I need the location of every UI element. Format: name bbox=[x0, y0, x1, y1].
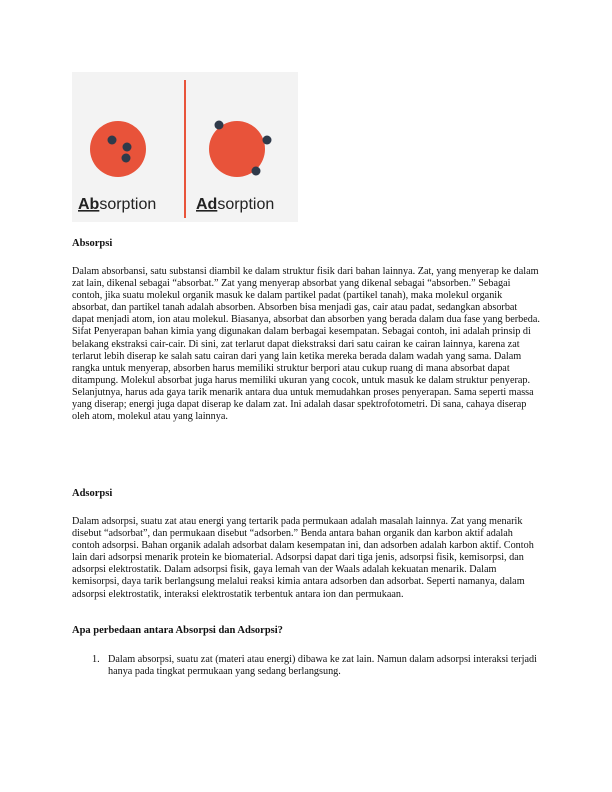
list-number: 1. bbox=[92, 654, 100, 665]
adsorbed-particle-icon bbox=[263, 136, 272, 145]
figure-label-absorption: Absorption bbox=[78, 196, 157, 213]
heading-absorpsi: Absorpsi bbox=[72, 238, 113, 249]
adsorbed-particle-icon bbox=[215, 121, 224, 130]
list-text: Dalam absorpsi, suatu zat (materi atau energi) dibawa ke zat lain. Namun dalam adsorpsi interaksi terjadi hanya pada tingkat permukaan yang sedang berlangsung. bbox=[108, 654, 537, 678]
difference-list bbox=[72, 654, 540, 678]
figure-illustration bbox=[72, 72, 298, 222]
list-item bbox=[72, 654, 540, 678]
absorption-adsorption-figure bbox=[72, 72, 298, 222]
absorbent-sphere-icon bbox=[90, 121, 146, 177]
absorbed-particle-icon bbox=[123, 143, 132, 152]
absorbed-particle-icon bbox=[122, 154, 131, 163]
absorbed-particle-icon bbox=[108, 136, 117, 145]
paragraph-adsorpsi: Dalam adsorpsi, suatu zat atau energi yang tertarik pada permukaan adalah masalah lainnya. Zat yang menarik disebut “adsorbat”, dan permukaan disebut “adsorben.” Benda antara bahan organik dan karbon aktif adalah contoh adsorpsi. Bahan organik adalah adsorbat dalam kesempatan ini, dan adsorben adalah karbon aktif. Contoh lain dari adsorpsi menarik protein ke biomaterial. Adsorpsi dapat dari tiga jenis, adsorpsi fisik, kemisorpsi, dan adsorpsi elektrostatik. Dalam adsorpsi fisik, gaya lemah van der Waals adalah kekuatan menarik. Dalam kemisorpsi, daya tarik berlangsung melalui reaksi kimia antara adsorben dan adsorbat. Seperti namanya, dalam adsorpsi elektrostatik, interaksi elektrostatik terbentuk antara ion dan permukaan. bbox=[72, 516, 534, 600]
figure-label-adsorption: Adsorption bbox=[196, 196, 275, 213]
heading-adsorpsi: Adsorpsi bbox=[72, 488, 113, 499]
heading-question: Apa perbedaan antara Absorpsi dan Adsorpsi? bbox=[72, 625, 283, 636]
adsorbed-particle-icon bbox=[252, 167, 261, 176]
paragraph-absorpsi: Dalam absorbansi, satu substansi diambil ke dalam struktur fisik dari bahan lainnya. Zat, yang menyerap ke dalam zat lain, dikenal sebagai “absorbat.” Zat yang menyerap absorbat yang dikenal sebagai “absorben.” Sebagai contoh, jika suatu molekul organik masuk ke dalam partikel padat (partikel tanah), maka molekul organik absorbat, dan partikel tanah adalah absorben. Absorben bisa menjadi gas, cair atau padat, sedangkan absorbat dapat menjadi atom, ion atau molekul. Biasanya, absorbat dan absorben yang berada dalam dua fase yang berbeda. Sifat Penyerapan bahan kimia yang digunakan dalam berbagai kesempatan. Sebagai contoh, ini adalah prinsip di belakang ekstraksi cair-cair. Di sini, zat terlarut dapat diekstraksi dari satu cairan ke cairan lainnya, karena zat terlarut lebih diserap ke salah satu cairan dari yang lain ketika mereka berada dalam wadah yang sama. Dalam rangka untuk menyerap, absorben harus memiliki struktur berpori atau cukup ruang di mana absorbat dapat ditampung. Molekul absorbat juga harus memiliki ukuran yang cocok, untuk masuk ke dalam struktur penyerap. Selanjutnya, harus ada gaya tarik menarik antara dua untuk memudahkan proses penyerapan. Sama seperti massa yang diserap; energi juga dapat diserap ke dalam zat. Ini adalah dasar spektrofotometri. Di sana, cahaya diserap oleh atom, molekul atau yang lainnya. bbox=[72, 266, 540, 423]
